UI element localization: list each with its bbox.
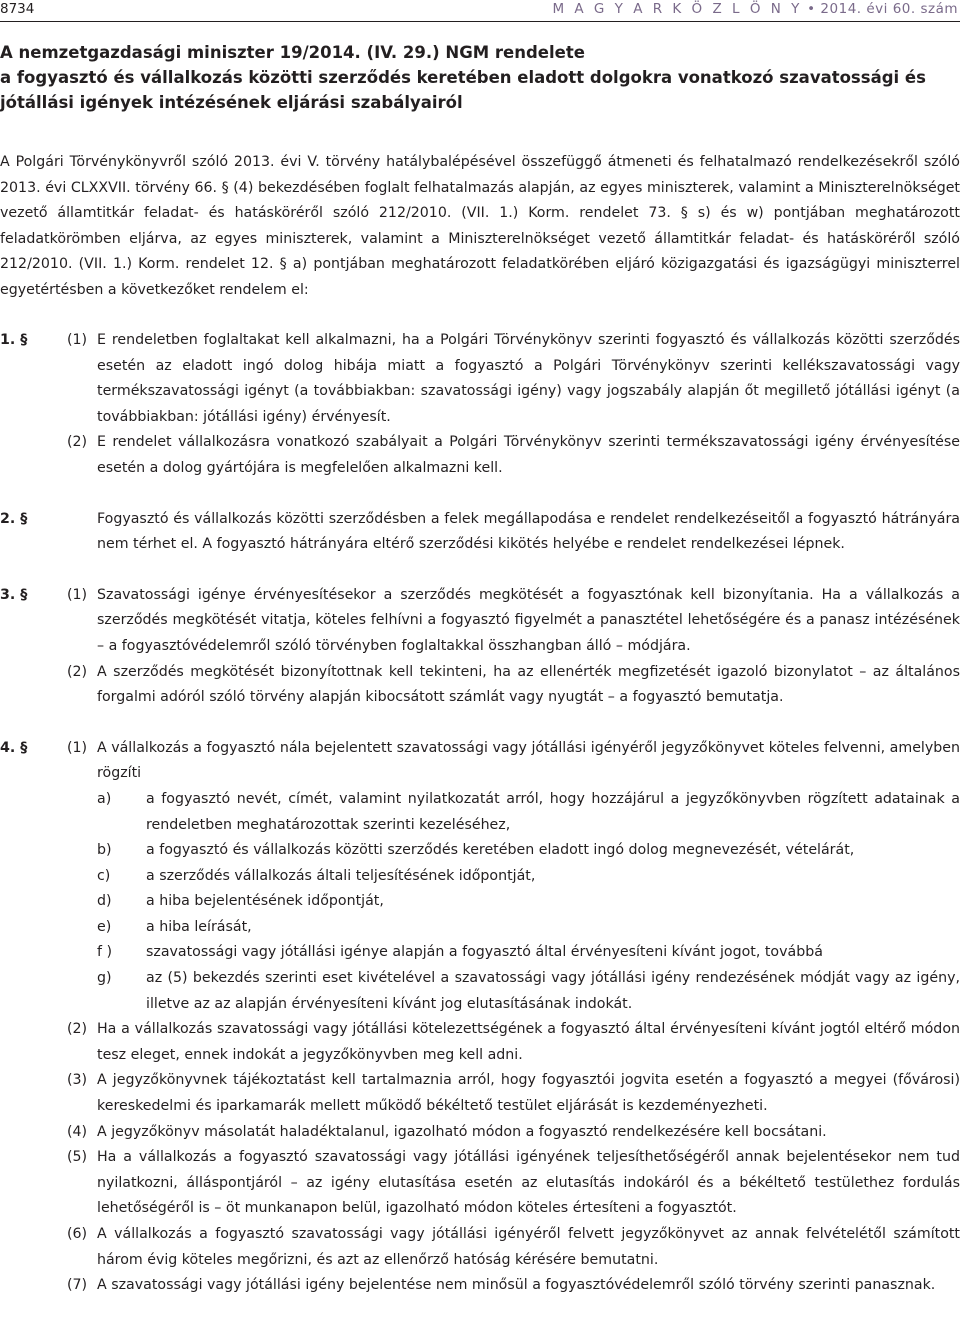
paragraph-text: A szavatossági vagy jótállási igény bejelentése nem minősül a fogyasztóvédelemről szóló törvény szerinti panasznak. [97,1277,936,1294]
paragraph-number: (7) [67,1277,88,1294]
item-text: a fogyasztó nevét, címét, valamint nyilatkozatát arról, hogy hozzájárul a jegyzőkönyvben rögzített adatainak a rendeletben meghatározottak szerinti kezeléséhez, [146,790,960,833]
paragraph-number: (6) [67,1226,88,1242]
paragraph [0,1145,960,1222]
item-text: a szerződés vállalkozás általi teljesítésének időpontját, [146,867,536,884]
list-item [0,940,960,966]
item-text: a hiba bejelentésének időpontját, [146,893,384,910]
paragraph [0,1120,960,1146]
paragraph-number: (1) [67,586,88,603]
paragraph-text: A jegyzőkönyv másolatát haladéktalanul, igazolható módon a fogyasztó rendelkezésére kell bocsátani. [97,1123,827,1140]
paragraph-text: A vállalkozás a fogyasztó szavatossági vagy jótállási igényéről felvett jegyzőkönyvet az annak felvételétől számított három évig köteles megőrizni, és azt az ellenőrző hatóság kérésére bemutatni. [97,1226,960,1268]
item-text: szavatossági vagy jótállási igénye alapján a fogyasztó által érvényesíteni kívánt jogot, továbbá [146,944,823,961]
list-item [0,915,960,941]
item-text: a fogyasztó és vállalkozás közötti szerződés keretében eladott ingó dolog megnevezését, vételárát, [146,842,855,859]
section-number: 4. § [0,739,28,756]
paragraph [0,660,960,711]
paragraph [0,1068,960,1119]
section-number: 3. § [0,586,28,603]
item-label: g) [97,970,112,987]
paragraph [0,1017,960,1068]
page-number: 8734 [0,1,35,17]
section-3 [0,583,960,711]
section-text: Fogyasztó és vállalkozás közötti szerződésben a felek megállapodása e rendelet rendelkezéseitől a fogyasztó hátrányára nem térhet el. A fogyasztó hátrányára eltérő szerződési kikötés helyébe e rendelet rendelkezései lépnek. [97,510,960,553]
paragraph [0,328,960,430]
sections [0,328,960,1324]
item-text: az (5) bekezdés szerinti eset kivételével a szavatossági vagy jótállási igény rendezésének módját vagy az igény, illetve az az alapján érvényesíteni kívánt jog elutasításának indokát. [146,970,960,1012]
paragraph [0,1273,960,1299]
item-label: e) [97,918,112,935]
paragraph-text: A vállalkozás a fogyasztó nála bejelentett szavatossági vagy jótállási igényéről jegyzőkönyvet köteles felvenni, amelyben rögzíti [97,739,960,782]
paragraph-text: E rendelet vállalkozásra vonatkozó szabályait a Polgári Törvénykönyv szerinti termékszavatossági igény érvényesítése esetén a dolog gyártójára is megfelelően alkalmazni kell. [97,434,960,476]
issue-info: • 2014. évi 60. szám [802,1,958,17]
paragraph-text: E rendeletben foglaltakat kell alkalmazni, ha a Polgári Törvénykönyv szerinti fogyasztó és vállalkozás közötti szerződés esetén az eladott ingó dolog hibája miatt a fogyasztó a Polgári Törvénykönyv szerinti kellékszavatossági vagy termékszavatossági igényt (a továbbiakban: szavatossági igény) vagy jogszabály alapján őt megillető jótállási igényt (a továbbiakban: jótállási igény) érvényesít. [97,332,960,425]
paragraph-number: (1) [67,332,88,348]
header-rule [0,21,960,22]
item-label: a) [97,790,112,807]
page-header [0,0,960,22]
item-label: d) [97,893,112,910]
paragraph [0,1222,960,1273]
item-label: f ) [97,944,113,961]
paragraph-number: (5) [67,1149,88,1166]
title-line-1: A nemzetgazdasági miniszter 19/2014. (IV. 29.) NGM rendelete [0,43,585,62]
paragraph-text: Szavatossági igénye érvényesítésekor a szerződés megkötését a fogyasztónak kell bizonyítania. Ha a vállalkozás a szerződés megkötését vitatja, köteles felhívni a fogyasztó figyelmét a panasztétel lehetőségére és a panasz intézésének – a fogyasztóvédelemről szóló törvényben foglaltakkal összhangban álló – módjára. [97,586,960,654]
section-2 [0,507,960,558]
publication-name: M A G Y A R K Ö Z L Ö N Y [552,1,803,17]
list-item [0,889,960,915]
paragraph-text: A szerződés megkötését bizonyítottnak kell tekinteni, ha az ellenérték megfizetését igazoló bizonylatot – az általános forgalmi adóról szóló törvény alapján kibocsátott számlát vagy nyugtát – a fogyasztó bemutatja. [97,663,960,706]
paragraph [0,736,960,787]
paragraph-text: Ha a vállalkozás a fogyasztó szavatossági vagy jótállási igényének teljesíthetőségéről annak bejelentésekor nem tud nyilatkozni, álláspontjáról – az igény elutasítása esetén az elutasítás indokáról és a békéltető testülethez fordulás lehetőségéről is – öt munkanapon belül, igazolható módon köteles értesíteni a fogyasztót. [97,1149,960,1217]
item-text: a hiba leírását, [146,918,252,935]
paragraph [0,430,960,481]
preamble: A Polgári Törvénykönyvről szóló 2013. évi V. törvény hatálybalépésével összefüggő átmeneti és felhatalmazó rendelkezésekről szóló 2013. évi CLXXVII. törvény 66. § (4) bekezdésében foglalt felhatalmazás alapján, az egyes miniszterek, valamint a Miniszterelnökséget vezető államtitkár feladat- és hatásköréről szóló 212/2010. (VII. 1.) Korm. rendelet 73. § s) és w) pontjában meghatározott feladatkörömben eljárva, az egyes miniszterek, valamint a Miniszterelnökséget vezető államtitkár feladat- és hatásköréről szóló 212/2010. (VII. 1.) Korm. rendelet 12. § a) pontjában meghatározott feladatkörében eljáró közigazgatási és igazságügyi miniszterrel egyetértésben a következőket rendelem el: [0,154,960,298]
list-item [0,864,960,890]
section-1 [0,328,960,482]
paragraph-number: (2) [67,663,88,680]
list-item [0,787,960,838]
list-item [0,838,960,864]
section-4 [0,736,960,1299]
paragraph [0,583,960,660]
paragraph-text: A jegyzőkönyvnek tájékoztatást kell tartalmaznia arról, hogy fogyasztói jogvita esetén a fogyasztó a megyei (fővárosi) kereskedelmi és iparkamarák mellett működő békéltető testület eljárását is kezdeményezheti. [97,1072,960,1115]
journal-title [552,0,958,18]
paragraph-text: Ha a vállalkozás szavatossági vagy jótállási kötelezettségének a fogyasztó által érvényesíteni kívánt jogtól eltérő módon tesz eleget, ennek indokát a jegyzőkönyvben meg kell adni. [97,1021,960,1063]
item-label: b) [97,842,112,859]
paragraph-number: (3) [67,1072,88,1089]
title-line-2: a fogyasztó és vállalkozás közötti szerződés keretében eladott dolgokra vonatkozó szavatossági és jótállási igények intézésének eljárási szabályairól [0,68,926,112]
paragraph-number: (4) [67,1123,88,1140]
paragraph-number: (2) [67,434,88,451]
decree-title [0,40,960,115]
item-label: c) [97,867,111,884]
list-item [0,966,960,1017]
paragraph-number: (2) [67,1021,88,1038]
section-number: 1. § [0,332,28,348]
paragraph-number: (1) [67,739,88,756]
section-number: 2. § [0,510,28,527]
